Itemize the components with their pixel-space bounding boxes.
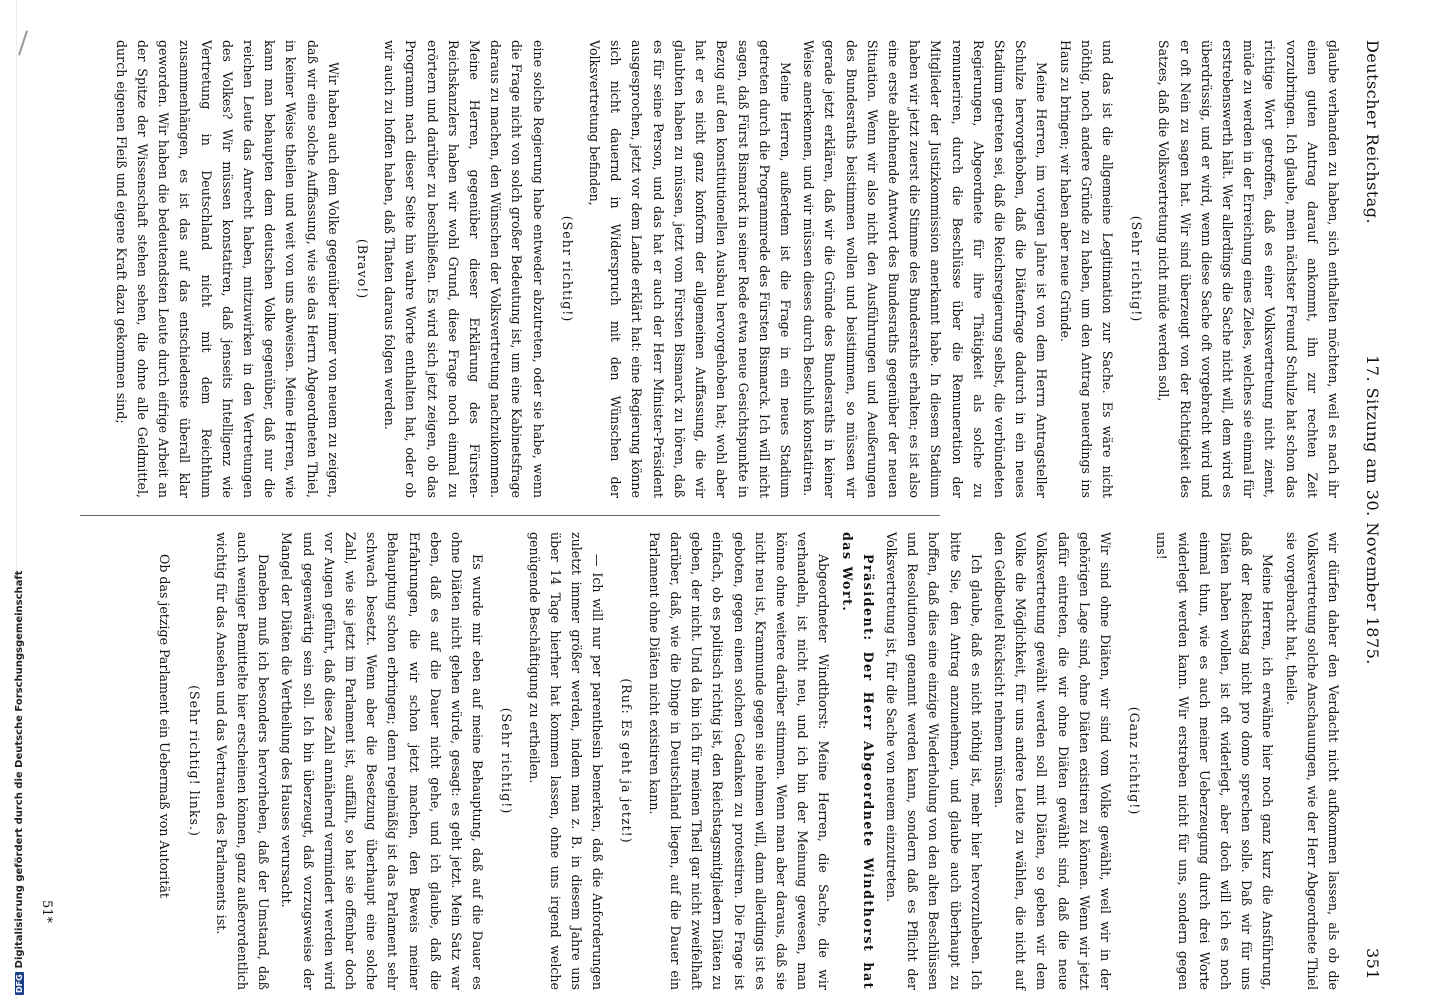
paragraph: glaube verhanden zu haben, sich enthalten möchten, weil es nach ihr einen guten Antrag darauf ankommt, ihn zur rechten Zeit vorzubringen. Ich glaube, mein nächster Freund Schulze hat schon das richtige Wort getroffen, daß es einer Volksvertretung nicht ziemt, müde zu werden in der Erreichung eines Zieles, welches sie einmal für erstrebenswerth hält. Wer allerdings die Sache nicht will, dem wird es überdrüssig, und er wird, wenn diese Sache oft vorgebracht wird und er oft Nein zu sagen hat. Wir sind überzeugt von der Richtigkeit des Satzes, daß die Volksvertretung nicht müde werden soll,: [1156, 40, 1341, 498]
speaker-line: Präsident: Der Herr Abgeordnete Windthorst hat das Wort.: [839, 532, 876, 990]
interjection: (Sehr richtig!): [499, 707, 515, 815]
paragraph: Ich glaube, daß es nicht nöthig ist, mehr hier hervorzuheben. Ich bitte Sie, den Antrag anzunehmen, und glaube auch überhaupt zu hoffen, daß dies eine einzige Wiederholung von den alten Beschlüssen und Resolutionen genannt werden kann, sondern daß es Pflicht der Volksvertretung ist, für die Sache von neuem einzutreten.: [883, 532, 984, 990]
paragraph: — Ich will nur per parenthesin bemerken, daß die Anforderungen zuletzt immer größer werden, indem man z. B. in diesem Jahre uns über 14 Tage hierher hat kommen lassen, ohne uns irgend welche genügende Beschäftigung zu ertheilen.: [526, 532, 606, 990]
header-title: Deutscher Reichstag.: [1363, 40, 1382, 225]
funding-text: Digitalisierung gefördert durch die Deutsche Forschungsgemeinschaft: [14, 570, 25, 969]
signature-mark: 51*: [39, 900, 54, 924]
interjection: (Bravo!): [355, 238, 371, 300]
paragraph: Abgeordneter Windthorst: Meine Herren, die Sache, die wir verhandeln, ist nicht neu, und ich bin der Meinung gewesen, man könne ohne weitere darüber stimmen. Wenn man aber daraus, daß sie nicht neu ist, Kranmunde gegen sie nehmen will, dann allerdings ist es geboten, gegen einen solchen Gedanken zu protestiren. Die Frage ist einfach, ob es politisch richtig ist, den Reichstagsmitgliedern Diäten zu geben, der nicht. Und da bin ich für meinen Theil gar nicht zweifelhaft darüber, daß, wie die Dinge in Deutschland liegen, auf die Dauer ein Parlament ohne Diäten nicht existiren kann.: [646, 532, 832, 990]
paragraph: Wir haben auch dem Volke gegenüber immer von neuem zu zeigen, daß wir eine solche Auffassung, wie sie das Herrn Abgeordneten Thiel, in keiner Weise theilen und weit von uns abweisen. Meine Herren, wie kann man behaupten dem deutschen Volke gegenüber, daß nur die reichen Leute das Anrecht haben, mitzuwirken in den Vertretungen des Volkes? Wir müssen konstatiren, daß jenseits Intelligenz wie Vertretung in Deutschland nicht mit dem Reichthum zusammenhängen, es ist das auf das entschiedenste überall klar geworden. Wir haben die bedeutendsten Leute durch eifrige Arbeit an der Spitze der Wissenschaft stehen sehen, die ohne alle Geldmittel, durch eigenen Fleiß und eigene Kraft dazu gekommen sind;: [113, 40, 341, 498]
page-number: 351: [1363, 947, 1382, 980]
paragraph: wir dürfen daher den Verdacht nicht aufkommen lassen, als ob die Volksvertretung solche Anschauungen, wie der Herr Abgeordnete Thiel sie vorgebracht hat, theile.: [1283, 532, 1341, 990]
paragraph: eine solche Regierung habe entweder abzutreten, oder sie habe, wenn die Frage nicht von solch großer Bedeutung ist, um eine Kabinetsfrage daraus zu machen, den Wünschen der Volksvertretung nachzukommen. Meine Herren, gegenüber dieser Erklärung des Fürsten-Reichskanzlers haben wir wohl Grund, diese Frage noch einmal zu erörtern und darüber zu beschließen. Es wird sich jetzt zeigen, ob das Programm nach dieser Seite hin wahre Worte enthalten hat, oder ob wir auch zu hoffen haben, daß Thaten daraus folgen werden.: [382, 40, 546, 498]
right-column: [152, 532, 1344, 990]
paragraph: Meine Herren, im vorigen Jahre ist von dem Herrn Antragsteller Schulze hervorgehoben, daß die Diätenfrage dadurch in ein neues Stadium getreten sei, daß die Reichsregierung selbst, die verbündeten Regierungen, Abgeordnete für ihre Thätigkeit als solche zu remuneriren, durch die Beschlüsse über die Remuneration der Mitglieder der Justizkommission anerkannt habe. In diesem Stadium haben wir jetzt zuerst die Stimme des Bundesraths erhalten; es ist also eine erste ablehnende Antwort des Bundesraths gegenüber der neuen Situation. Wenn wir also nicht den Ausführungen und Aeußerungen des Bundesraths beistimmen wollen und beistimmen, so müssen wir gerade jetzt erklären, daß wir die Gründe des Bundesraths in keiner Weise anerkennen, und wir müssen dieses durch Beschluß konstatiren.: [801, 40, 1050, 498]
paragraph: Meine Herren, außerdem ist die Frage in ein neues Stadium getreten durch die Programmrede des Fürsten Bismarck. Ich will nicht sagen, daß Fürst Bismarck in seiner Rede etwa neue Gesichtspunkte in Bezug auf den konstitutionellen Ausbau hervorgehoben hat; wohl aber hat er es nicht ganz konform der allgemeinen Auffassung, die wir glaubten haben zu müssen, jetzt vom Fürsten Bismarck zu hören, daß es für seine Person, und das hat er auch der Herr Minister-Präsident ausgesprochen, jetzt vor dem Lande erklärt hat: eine Regierung könne sich nicht dauernd in Widerspruch mit den Wünschen der Volksvertretung befinden,: [587, 40, 793, 498]
dfg-logo-icon: DFG: [15, 974, 24, 993]
running-header: [1350, 40, 1390, 980]
paragraph: Daneben muß ich besonders hervorheben, daß der Umstand, daß auch weniger Bemittelte hier erscheinen können, ganz außerordentlich wichtig für das Ansehen und das Vertrauen des Parlaments ist.: [213, 532, 272, 990]
interjection: (Sehr richtig! links.): [186, 685, 202, 837]
paragraph: Es wurde mir eben auf meine Behauptung, daß auf die Dauer es ohne Diäten nicht gehen würde, gesagt: es geht jetzt. Mein Satz war eben, daß es auf die Dauer nicht gehe, und ich glaube, daß die Erfahrungen, die wir schon jetzt machen, den Beweis meiner Behauptung schon erbringen; denn regelmäßig ist das Parlament sehr schwach besetzt. Wenn aber die Besetzung überhaupt eine solche Zahl, wie sie jetzt im Parlament ist, auffällt, so hat sie offenbar doch vor Augen geführt, daß diese Zahl annähernd vermindert werden wird und gegenwärtig sein soll. Ich bin überzeugt, daß vorzugsweise der Mangel der Diäten die Vertheilung des Hauses verursacht.: [279, 532, 486, 990]
left-column: [109, 40, 1344, 498]
interjection: (Ganz richtig!): [1127, 706, 1143, 816]
header-session: 17. Sitzung am 30. November 1875.: [1363, 355, 1382, 665]
document-page: [20, 0, 1400, 1000]
paragraph: und das ist die allgemeine Legitimation zur Sache. Es wäre nicht nöthig, noch andere Gründe zu haben, um den Antrag neuerdings ins Haus zu bringen; wir haben aber neue Gründe.: [1057, 40, 1115, 498]
digitization-strip: [0, 0, 25, 1000]
column-divider: [80, 515, 940, 516]
interjection: (Ruf: Es geht ja jetzt!): [619, 678, 635, 844]
interjection: (Sehr richtig!): [559, 215, 575, 323]
paragraph: Meine Herren, ich erwähne hier noch ganz kurz die Ansführung, daß der Reichstag nicht pro domo sprechen solle. Daß wir für uns Diäten haben wollen, ist oft widerlegt, aber doch will ich es noch einmal thun, wie es auch meiner Ueberzeugung durch drei Worte widerlegt werden kann. Wir erstreben nicht für uns, sondern gegen uns!: [1154, 532, 1276, 990]
paragraph: Ob das jetzige Parlament ein Uebermaß von Autorität: [157, 554, 173, 898]
interjection: (Sehr richtig!): [1129, 215, 1145, 323]
paragraph: Wir sind ohne Diäten, wir sind vom Volke gewählt, weil wir in der gehörigen Lage sind, ohne Diäten existiren zu können. Wenn wir jetzt dafür eintreten, die wir ohne Diäten gewählt sind, daß die neue Volksvertretung gewählt werden soll mit Diäten, so geben wir dem Volke die Möglichkeit, für uns andere Leute zu wählen, die nicht auf den Geldbeutel Rücksicht nehmen müssen.: [991, 532, 1113, 990]
